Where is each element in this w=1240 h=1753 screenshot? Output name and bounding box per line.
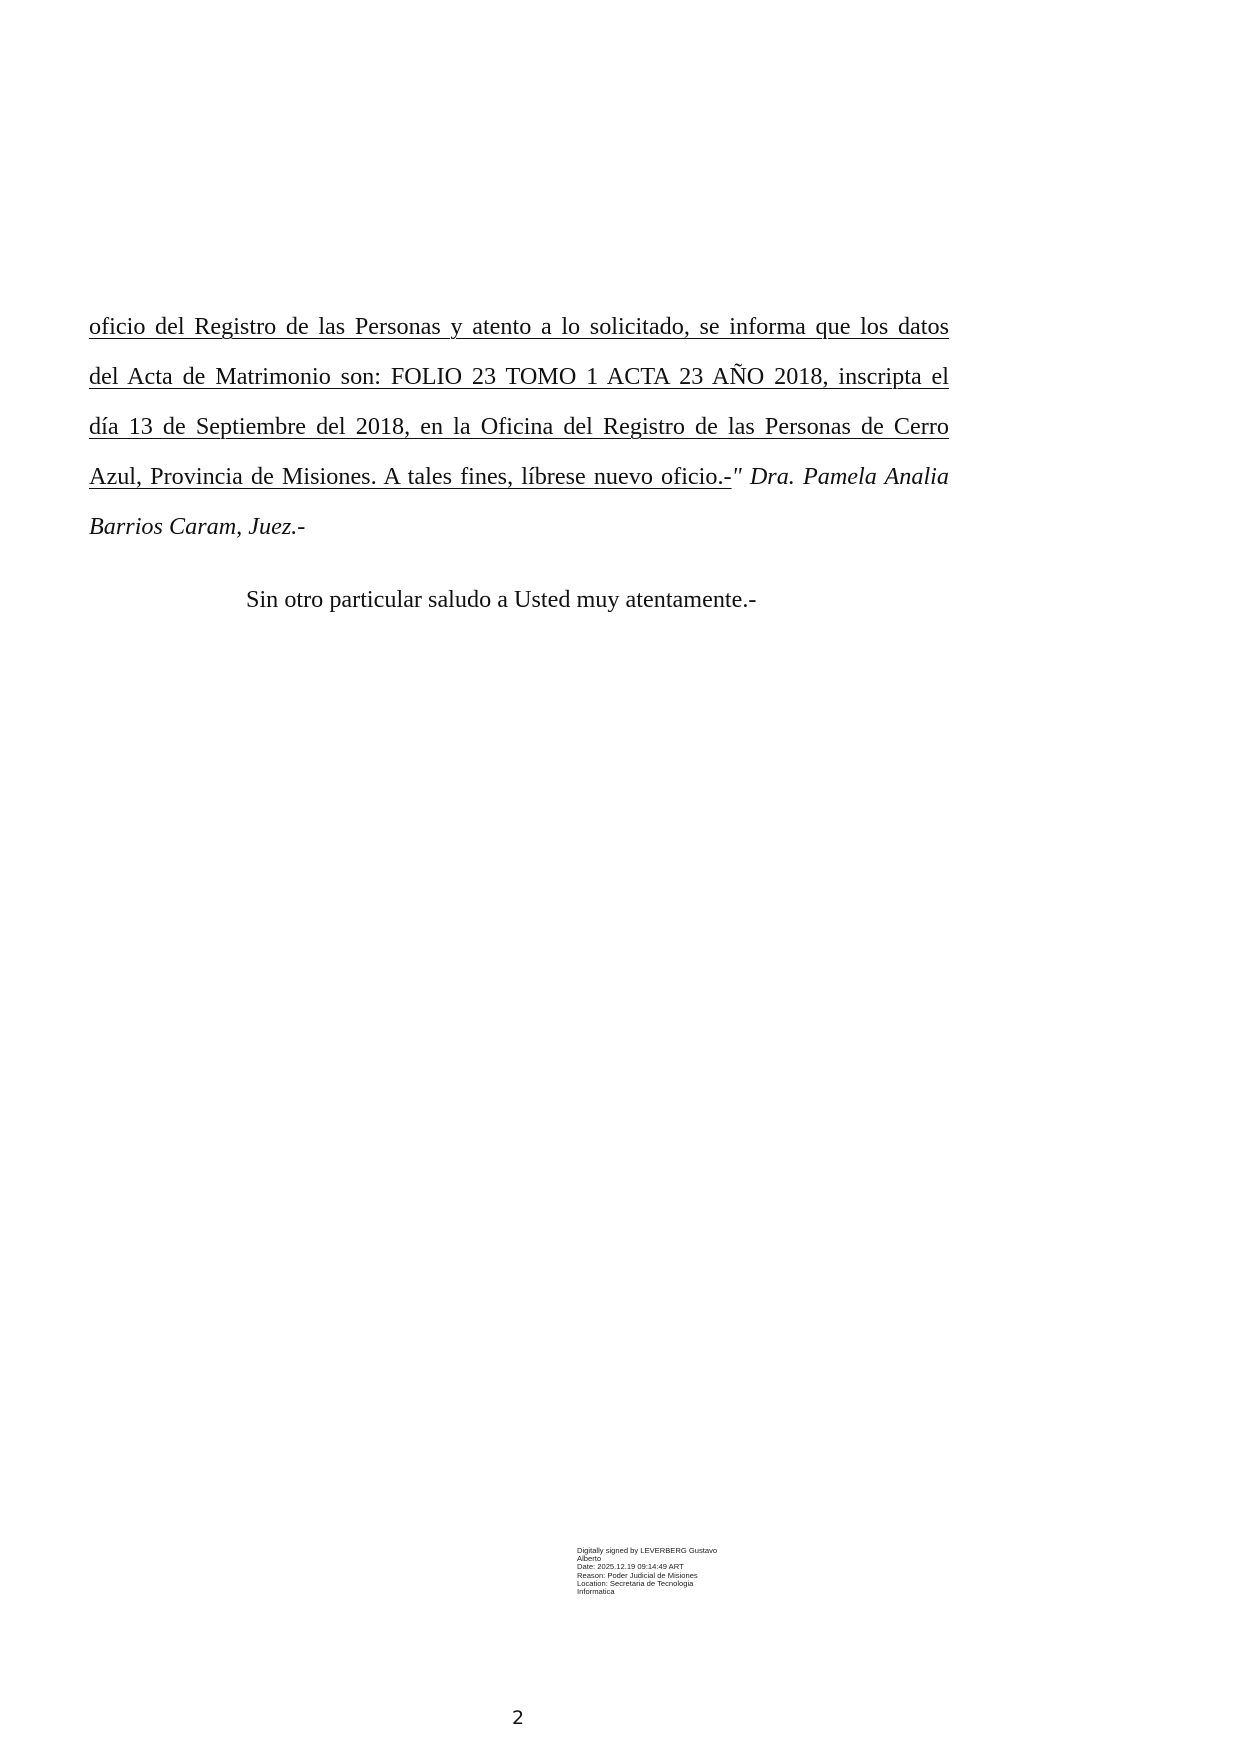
underlined-text: día 13 de Septiembre del 2018, en la Oficina del Registro de las Personas de Cerro [89,413,949,440]
paragraph-line [89,402,949,452]
paragraph-line [89,302,949,352]
body-paragraph [89,302,949,552]
underlined-text: del Acta de Matrimonio son: FOLIO 23 TOMO 1 ACTA 23 AÑO 2018, inscripta el [89,363,949,390]
underlined-text: oficio del Registro de las Personas y atento a lo solicitado, se informa que los datos [89,313,949,340]
signature-line: Informatica [577,1587,615,1597]
judge-name-italic: " Dra. Pamela Analia [731,463,949,490]
digital-signature-block [577,1547,717,1596]
judge-name-italic: Barrios Caram, Juez.- [89,513,306,540]
signature-reason: Reason: Poder Judicial de Misiones [577,1570,698,1580]
underlined-text: Azul, Provincia de Misiones. A tales fines, líbrese nuevo oficio.- [89,463,732,490]
paragraph-line [89,352,949,402]
paragraph-line [89,452,949,502]
signature-line: Alberto [577,1554,602,1564]
signature-line: Digitally signed by LEVERBERG Gustavo [577,1546,718,1555]
page-number: 2 [512,1707,525,1729]
paragraph-line [89,502,949,552]
signature-date: Date: 2025.12.19 09:14:49 ART [577,1562,684,1572]
signature-location: Location: Secretaria de Tecnologia [577,1578,694,1588]
closing-salutation: Sin otro particular saludo a Usted muy atentamente.- [246,586,757,613]
